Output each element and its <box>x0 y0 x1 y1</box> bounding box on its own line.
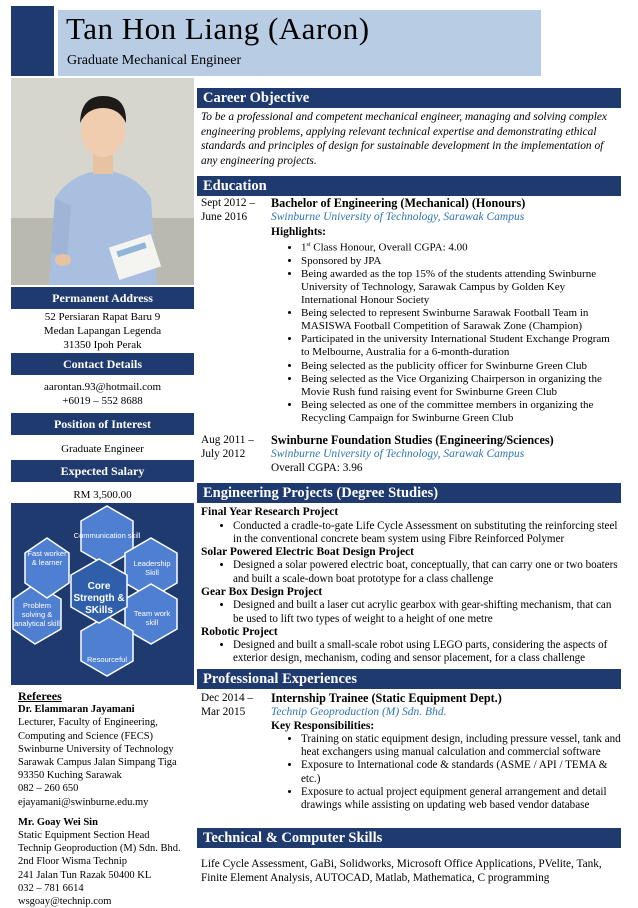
experience-date <box>201 691 271 719</box>
address-line: Medan Lapangan Legenda <box>43 325 162 337</box>
referee-line: Sarawak Campus Jalan Simpang Tiga <box>18 757 177 769</box>
referee-name: Mr. Goay Wei Sin <box>18 816 98 828</box>
career-objective-heading: Career Objective <box>197 88 621 108</box>
company-name: Technip Geoproduction (M) Sdn. Bhd. <box>271 706 447 718</box>
referee-line: 032 – 781 6614 <box>18 882 84 894</box>
responsibilities-label: Key Responsibilities: <box>271 720 375 732</box>
highlight-text: Class Honour, Overall CGPA: 4.00 <box>313 241 468 254</box>
class-superscript: st <box>306 242 311 248</box>
project-desc-list <box>201 520 621 546</box>
projects-list <box>201 506 621 666</box>
responsibility-item: • Exposure to International code & standards (ASME / API / TEMA & etc.) <box>301 759 621 785</box>
strength-core: Core Strength & SKills <box>73 581 125 616</box>
date-start: Aug 2011 – <box>201 434 254 446</box>
school-name: Swinburne University of Technology, Sarawak Campus <box>271 211 525 223</box>
professional-experiences-heading: Professional Experiences <box>197 669 621 689</box>
referee-line: 241 Jalan Tun Razak 50400 KL <box>18 869 152 881</box>
strength-teamwork: Team work skill <box>133 609 171 627</box>
strength-fast-worker: Fast worker & learner <box>27 549 67 567</box>
profile-photo <box>11 78 194 285</box>
strength-problem-solving: Problem solving & analytical skill <box>14 601 60 628</box>
class-number: 1 <box>301 241 307 254</box>
highlights-label: Highlights: <box>271 226 326 238</box>
contact-details <box>11 380 194 408</box>
highlight-item: • Being selected as the Vice Organizing Chairperson in organizing the Movie Rush fund raising event for Swinburne Green Club <box>301 373 621 399</box>
education-date <box>201 433 271 461</box>
project-title: Gear Box Design Project <box>201 585 323 598</box>
cgpa-note: Overall CGPA: 3.96 <box>271 462 363 474</box>
referee-line: Technip Geoproduction (M) Sdn. Bhd. <box>18 843 181 855</box>
referee-name: Dr. Elammaran Jayamani <box>18 704 135 716</box>
date-end: July 2012 <box>201 448 246 460</box>
degree-title: Bachelor of Engineering (Mechanical) (Honours) <box>271 196 526 210</box>
highlight-item <box>301 239 621 255</box>
project-desc: • Designed and built a small-scale robot using LEGO parts, considering the aspects of exterior design, mechanism, coding and sensor placement, for a class challenge <box>233 639 621 665</box>
degree-title: Swinburne Foundation Studies (Engineering/Sciences) <box>271 433 554 447</box>
technical-skills-heading: Technical & Computer Skills <box>197 828 621 848</box>
technical-skills-text: Life Cycle Assessment, GaBi, Solidworks, Microsoft Office Applications, PVelite, Tank, Finite Element Analysis, AUTOCAD, Matlab, Mathematica, C programming <box>201 858 602 884</box>
expected-salary-value: RM 3,500.00 <box>73 489 132 501</box>
referee-email: ejayamani@swinburne.edu.my <box>18 796 149 808</box>
date-end: June 2016 <box>201 211 248 223</box>
referee-email: wsgoay@technip.com <box>18 896 112 908</box>
candidate-name: Tan Hon Liang (Aaron) <box>66 11 370 46</box>
address-line: 31350 Ipoh Perak <box>63 339 142 351</box>
highlight-item: • Being selected to represent Swinburne Sarawak Football Team in MASISWA Football Competition of Sarawak Zone (Champion) <box>301 307 621 333</box>
experience-entry <box>271 691 621 812</box>
referee-line: 082 – 260 650 <box>18 783 79 795</box>
engineering-projects-heading: Engineering Projects (Degree Studies) <box>197 483 621 503</box>
referees-section <box>18 690 196 908</box>
date-end: Mar 2015 <box>201 706 246 718</box>
highlight-item: • Being awarded as the top 15% of the students attending Swinburne University of Technology, Sarawak Campus by Golden Key International Honour Society <box>301 268 621 307</box>
responsibilities-list <box>271 733 621 812</box>
project-desc: • Conducted a cradle-to-gate Life Cycle Assessment on substituting the reinforcing steel in the conventional concrete beam system using Fibre Reinforced Polymer <box>233 520 621 546</box>
education-heading: Education <box>197 176 621 196</box>
strength-resourceful: Resourceful <box>86 655 128 664</box>
project-title: Final Year Research Project <box>201 506 339 518</box>
education-date <box>201 196 271 224</box>
permanent-address <box>11 310 194 352</box>
header-accent-bar <box>11 6 54 76</box>
career-objective-text: To be a professional and competent mechanical engineer, managing and solving complex engineering problems, applying relevant technical expertise and demonstrating ethical standards and principles of design for sustainable development in the implementation of any engineering projects. <box>201 111 607 167</box>
highlights-list <box>271 239 621 425</box>
person-photo-illustration <box>11 78 194 285</box>
position-of-interest-value: Graduate Engineer <box>61 443 144 455</box>
project-desc-list <box>201 559 621 585</box>
responsibility-item: • Training on static equipment design, including pressure vessel, tank and heat exchangers using manual calculation and commercial software <box>301 733 621 759</box>
permanent-address-heading: Permanent Address <box>11 287 194 309</box>
expected-salary-heading: Expected Salary <box>11 460 194 482</box>
core-strength-diagram <box>11 503 194 685</box>
strength-communication: Communication skill <box>73 531 141 540</box>
project-desc-list <box>201 639 621 665</box>
education-entry <box>271 433 621 475</box>
project-desc-list <box>201 599 621 625</box>
address-line: 52 Persiaran Rapat Baru 9 <box>44 311 161 323</box>
highlight-item: • Participated in the university International Student Exchange Program to Melbourne, Australia for a 6-month-duration <box>301 333 621 359</box>
referee-line: Lecturer, Faculty of Engineering, <box>18 717 158 729</box>
school-name: Swinburne University of Technology, Sarawak Campus <box>271 448 525 460</box>
contact-details-heading: Contact Details <box>11 353 194 375</box>
highlight-item: • Being selected as one of the committee members in organizing the Recycling Campaign for Swinburne Green Club <box>301 399 621 425</box>
date-start: Sept 2012 – <box>201 197 255 209</box>
project-desc: • Designed and built a laser cut acrylic gearbox with gear-shifting mechanism, that can be used to lift two types of weight to a height of one metre <box>233 599 621 625</box>
position-of-interest-heading: Position of Interest <box>11 413 194 435</box>
project-title: Robotic Project <box>201 625 278 638</box>
email-text: aarontan.93@hotmail.com <box>43 381 162 393</box>
referee-line: Swinburne University of Technology <box>18 743 174 755</box>
responsibility-item: • Exposure to actual project equipment general arrangement and detail drawings while assisting on updating web based vendor database <box>301 786 621 812</box>
candidate-title: Graduate Mechanical Engineer <box>67 53 242 68</box>
highlight-item: • Sponsored by JPA <box>301 255 621 268</box>
date-start: Dec 2014 – <box>201 692 254 704</box>
referee-line: Computing and Science (FECS) <box>18 730 154 742</box>
referee-line: 2nd Floor Wisma Technip <box>18 856 127 868</box>
education-entry <box>271 196 621 425</box>
highlight-item: • Being selected as the publicity officer for Swinburne Green Club <box>301 360 621 373</box>
strength-leadership: Leadership Skill <box>133 559 171 577</box>
referee-line: Static Equipment Section Head <box>18 830 150 842</box>
phone-text: +6019 – 552 8688 <box>62 395 143 407</box>
referee-line: 93350 Kuching Sarawak <box>18 770 122 782</box>
referees-heading: Referees <box>18 689 62 703</box>
project-desc: • Designed a solar powered electric boat, conceptually, that can carry one or two boaters and built a scale-down boat prototype for a class challenge <box>233 559 621 585</box>
project-title: Solar Powered Electric Boat Design Project <box>201 545 415 558</box>
job-title: Internship Trainee (Static Equipment Dept.) <box>271 691 502 705</box>
